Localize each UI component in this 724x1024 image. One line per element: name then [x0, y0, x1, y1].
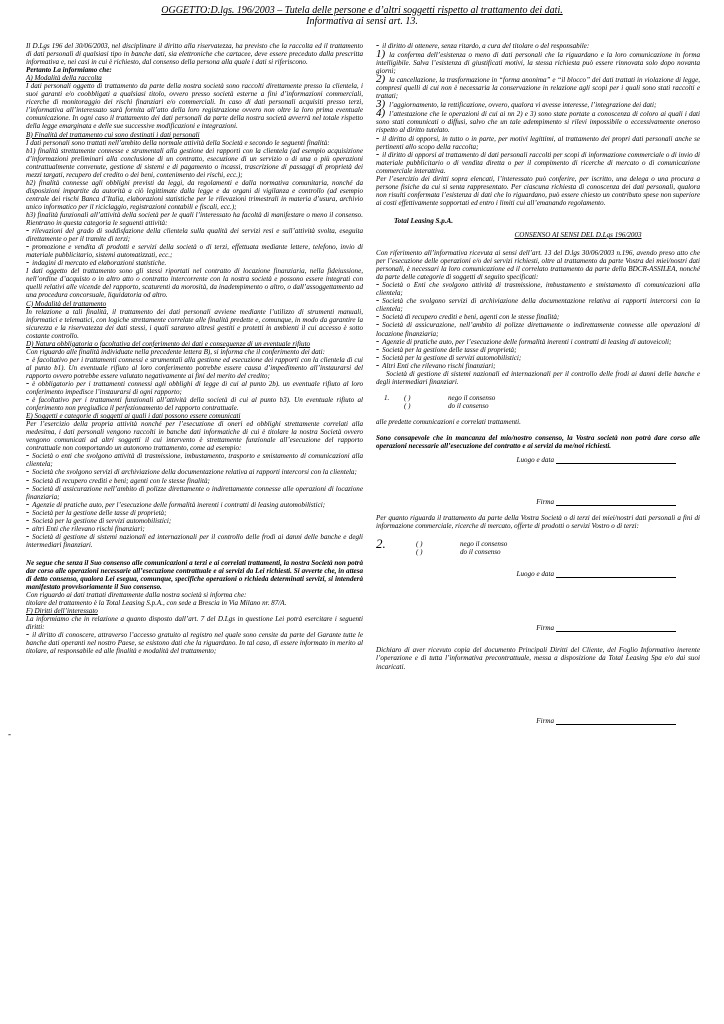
- list-item: - Società che svolgono servizi di archiviazione della documentazione relativa ai rapporti intercorsi con la clientela;: [376, 296, 700, 314]
- section-f-title: F) Diritti dell’interessato: [26, 607, 98, 616]
- list-item: - il diritto di ottenere, senza ritardo, a cura del titolare o del responsabile:: [376, 41, 590, 51]
- consent-title: CONSENSO AI SENSI DEL D.Lgs 196/2003: [514, 230, 642, 239]
- bold-consent: Sono consapevole che in mancanza del mio/nostro consenso, la Vostra società non potrà dare corso alle operazioni necessarie all’esecuzione del contratto e ai servizi da me/noi richiesti.: [376, 433, 700, 451]
- list-item: - rilevazioni del grado di soddisfazione della clientela sulla qualità dei servizi resi e sull’attività svolta, eseguita direttamente o per il tramite di terzi;: [26, 226, 363, 244]
- section-b-text: I dati personali sono trattati nell’ambito della normale attività della Società e secondo le seguenti finalità:: [26, 138, 330, 147]
- consent-option-2-nego[interactable]: 2. ( ) nego il consenso: [376, 536, 508, 552]
- list-item: - Agenzie di pratiche auto, per l’esecuzione delle formalità inerenti i contratti di leasing di autoveicoli;: [376, 336, 672, 347]
- section-a-title: A) Modalità della raccolta: [26, 74, 102, 83]
- section-d-text: Con riguardo alle finalità individuate nella precedente lettera B), si informa che il conferimento dei dati:: [26, 347, 325, 356]
- section-b3-after: I dati oggetto del trattamento sono gli stessi riportati nel contratto di locazione finanziaria, nella fideiussione, nell’ordine d’acquisto o in altro atto o contratto intercorrente con la nostra società e possono essere integrati con quelli relativi alle vicende del rapporto, scaturenti da morosità, da inadempimento o altro, o dall’assoggettamento ad una procedura concorsuale, liquidatoria od altro.: [26, 267, 363, 300]
- list-item: - Società di assicurazione, nell’ambito di polizze direttamente o indirettamente connesse alle operazioni di locazione finanziaria;: [376, 320, 700, 338]
- firma-field-1[interactable]: Firma: [376, 498, 700, 506]
- consent-after: alle predette comunicazioni e correlati trattamenti.: [376, 417, 521, 426]
- list-item: - Società per la gestione delle tasse di proprietà;: [26, 507, 167, 518]
- numbered-item: 2) la cancellazione, la trasformazione in “forma anonima” e “il blocco” dei dati trattati in violazione di legge, compresi quelli di cui non è necessaria la conservazione in relazione agli scopi per i quali sono stati raccolti e trattati;: [376, 73, 700, 101]
- consent-option-1-do[interactable]: ( ) do il consenso: [404, 401, 489, 410]
- firma-field-3[interactable]: Firma: [376, 717, 700, 725]
- numbered-item: 4) l’attestazione che le operazioni di cui ai nn 2) e 3) sono state portate a conoscenza di coloro ai quali i dati sono stati comunicati o diffusi, salvo che un tale adempimento si rilevi impossibile o eccessivamente oneroso rispetto al diritto tutelato.: [376, 107, 700, 135]
- marketing-paragraph: Per quanto riguarda il trattamento da parte della Vostra Società o di terzi dei miei/nostri dati personali a fini di informazione commerciale, ricerche di mercato, offerte di prodotti o servizi Vostro o di terzi:: [376, 514, 700, 531]
- list-item: - è facoltativo per i trattamenti funzionali all’attività della società di cui al punto b3). Un eventuale rifiuto al conferimento non pregiudica il perfezionamento del rapporto contrattuale.: [26, 395, 363, 413]
- list-item: - è facoltativo per i trattamenti connessi e strumentali alla gestione ed esecuzione dei rapporti con la clientela di cui al punto b1). Un eventuale rifiuto al loro conferimento potrebbe essere causa d’impedimento all’instaurarsi del rapporto ovvero potrebbe essere valutato negativamente ai fini del merito del credito;: [26, 354, 363, 380]
- list-item: - Società per la gestione di servizi automobilistici;: [26, 515, 172, 526]
- list-item: - il diritto di conoscere, attraverso l’accesso gratuito al registro nel quale sono censite da parte del Garante tutte le banche dati operanti nel nostro Paese, se esistono dati che la riguardano. In tal caso, di essere informato in merito al titolare, al responsabile ed alle finalità e modalità del trattamento;: [26, 630, 363, 656]
- list-item: - Altri Enti che rilevano rischi finanziari;: [376, 360, 496, 371]
- luogo-data-field-2[interactable]: Luogo e data: [376, 570, 700, 578]
- section-b3: b3) finalità funzionali all’attività della società per le quali l’interessato ha facoltà di manifestare o meno il consenso. Rientrano in questa categoria le seguenti attività:: [26, 210, 363, 228]
- document-subject: OGGETTO:D.lgs. 196/2003 – Tutela delle persone e d’altri soggetti rispetto al trattamento dei dati.: [161, 5, 563, 16]
- checkbox-do-1[interactable]: ( ): [404, 401, 411, 410]
- list-item: - Società o enti che svolgono attività di trasmissione, imbustamento, trasporto e smistamento di comunicazioni alla clientela;: [26, 451, 363, 469]
- list-item: - promozione e vendita di prodotti e servizi della società o di terzi, effettuata mediante lettere, telefono, invio di materiale pubblicitario, sistemi automatizzati, ecc.;: [26, 242, 363, 260]
- section-b1: b1) finalità strettamente connesse e strumentali alla gestione dei rapporti con la clientela (ad esempio acquisizione d’informazioni preliminari alla conclusione di un contratto, esecuzione di un servizio o di una o più operazioni contrattualmente convenute, gestione di sistemi e di pagamento o incassi, trascrizione di passaggi di proprietà dei mezzi targati, recupero del credito o dei beni, contenimento dei rischi, ecc.);: [26, 146, 363, 179]
- declaration-paragraph: Dichiaro di aver ricevuto copia del documento Principali Diritti del Cliente, del Foglio Informativo inerente l’operazione e di tutta l’informativa precontrattuale, messa a disposizione da Total Leasing Spa e/o dai suoi incaricati.: [376, 646, 700, 671]
- checkbox-do-2[interactable]: ( ): [416, 548, 423, 557]
- margin-mark: -: [8, 729, 11, 739]
- luogo-data-field-1[interactable]: Luogo e data: [376, 456, 700, 464]
- list-item: - Società che svolgono servizi di archiviazione della documentazione relativa ai rapporti intercorsi con la clientela;: [26, 467, 357, 478]
- intro-paragraph: Il D.Lgs 196 del 30/06/2003, nel disciplinare il diritto alla riservatezza, ha previsto che la raccolta ed il trattamento di dati personali di qualsiasi tipo in banche dati, sia elettroniche che cartacee, deve essere preceduto dalla prescritta informativa e, nei casi in cui è richiesto, dal consenso della persona alla quale i dati si riferiscono.: [26, 42, 363, 67]
- titolare-text: titolare del trattamento è la Total Leasing S.p.A., con sede a Brescia in Via Milano nr. 87/A.: [26, 599, 287, 608]
- list-item: - altri Enti che rilevano rischi finanziari;: [26, 523, 145, 534]
- left-column: [26, 42, 363, 656]
- numbered-item: 3) l’aggiornamento, la rettificazione, ovvero, qualora vi avesse interesse, l’integrazione dei dati;: [376, 98, 657, 111]
- list-item: - Società di recupero crediti e beni; agenti con le stesse finalità;: [26, 475, 210, 486]
- document-header: [0, 5, 724, 27]
- list-item: - Società o Enti che svolgono attività di trasmissione, imbustamento e smistamento di comunicazioni alla clientela;: [376, 280, 700, 298]
- consent-option-1-nego[interactable]: 1. ( ) nego il consenso: [384, 393, 496, 402]
- section-f-text: La informiamo che in relazione a quanto disposto dall’art. 7 del D.Lgs in questione Lei potrà esercitare i seguenti diritti:: [26, 615, 363, 632]
- list-item: - è obbligatorio per i trattamenti connessi agli obblighi di legge di cui al punto 2b). un eventuale rifiuto al loro conferimento impedisce l’instaurarsi di ogni rapporto;: [26, 378, 363, 397]
- inform-heading: Pertanto La informiamo che:: [26, 66, 112, 75]
- list-item: - Agenzie di pratiche auto, per l’esecuzione delle formalità inerenti i contratti di leasing automobilistici;: [26, 499, 326, 510]
- firma-field-2[interactable]: Firma: [376, 624, 700, 632]
- section-b-title: B) Finalità del trattamento cui sono destinati i dati personali: [26, 130, 200, 139]
- company-name: Total Leasing S.p.A.: [394, 216, 454, 225]
- document-subtitle: Informativa ai sensi art. 13.: [306, 16, 418, 27]
- bold-warning: Ne segue che senza il Suo consenso alle comunicazioni a terzi e ai correlati trattamenti, la nostra Società non potrà dar corso alle operazioni necessarie all’esecuzione contrattuale e ai servizi da Lei richiesti. Si avverte che, in attesa di detto consenso, qualora Lei esegua, comunque, specifiche operazioni o richieda determinati servizi, si intenderà manifestato provvisoriamente il Suo consenso.: [26, 558, 363, 592]
- right-column: [376, 42, 700, 725]
- section-c-text: In relazione a tali finalità, il trattamento dei dati personali avviene mediante l’utilizzo di strumenti manuali, informatici e telematici, con logiche strettamente correlate alle finalità predette e, comunque, in modo da garantire la sicurezza e la riservatezza dei dati stessi, i quali saranno altresì gestiti e protetti in ambienti il cui accesso è sotto costante controllo.: [26, 307, 363, 340]
- list-item: - indagini di mercato ed elaborazioni statistiche.: [26, 258, 167, 269]
- section-b2: b2) finalità connesse agli obblighi previsti da leggi, da regolamenti e dalla normativa comunitaria, nonché da disposizioni impartite da autorità a ciò legittimate dalla legge e da organi di vigilanza e controllo (ad esempio centrale dei rischi Banca d’Italia, elaborazioni statistiche per le rilevazioni trimestrali in materia d’usura, archivio unico informatico per il riciclaggio, registrazioni contabili e fiscali, ecc.);: [26, 178, 363, 211]
- list-item: - Società per la gestione delle tasse di proprietà;: [376, 344, 517, 355]
- list-item: - Società di assicurazione nell’ambito di polizze direttamente o indirettamente connesse alle operazioni di locazione finanziaria;: [26, 483, 363, 501]
- checkbox-nego-2[interactable]: ( ): [416, 540, 423, 549]
- section-e-title: E) Soggetti e categorie di soggetti ai quali i dati possono essere comunicati: [26, 412, 241, 421]
- section-e-text: Per l’esercizio della propria attività nonché per l’esecuzione di oneri ed obblighi strettamente correlati alla medesima, i dati personali vengono raccolti in banche dati informatiche di cui è titolare la nostra Società ovvero vengono comunicati ad altri soggetti il cui intervento è strettamente funzionale all’esecuzione del rapporto contrattuale non comportando un autonomo trattamento, come ad esempio:: [26, 420, 363, 453]
- delegation-paragraph: Per l’esercizio dei diritti sopra elencati, l’interessato può conferire, per iscritto, una delega o una procura a persone fisiche da cui si senta rappresentato. Per ciascuna richiesta di conoscenza dei dati personali, qualora non risulti confermata l’esistenza di dati che lo riguardano, può essere chiesto un contributo spese non superiore ai costi effettivamente sopportati ed entro i limiti cui all’emanando regolamento.: [376, 174, 700, 207]
- list-item: - il diritto di opporsi al trattamento di dati personali raccolti per scopi di informazione commerciale o di invio di materiale pubblicitario o di vendita diretta o per il compimento di ricerche di mercato o di comunicazione commerciale interattiva.: [376, 149, 700, 175]
- checkbox-nego-1[interactable]: ( ): [404, 393, 411, 402]
- consent-last-item: Società di gestione di sistemi nazionali ed internazionali per il controllo delle frodi ai danni delle banche e degli intermediari finanziari.: [376, 369, 700, 386]
- consent-option-2-do[interactable]: ( ) do il consenso: [416, 548, 501, 557]
- numbered-item: 1) la conferma dell’esistenza o meno di dati personali che la riguardano e la loro comunicazione in forma intelligibile. Salva l’esistenza di giustificati motivi, la stessa richiesta può essere rinnovata solo dopo novanta giorni;: [376, 48, 700, 76]
- list-item: - il diritto di opporsi, in tutto o in parte, per motivi legittimi, al trattamento dei propri dati personali anche se pertinenti allo scopo della raccolta;: [376, 133, 700, 151]
- section-c-title: C) Modalità del trattamento: [26, 299, 107, 308]
- section-a-text: I dati personali oggetto di trattamento da parte della nostra società sono raccolti direttamente presso la clientela, i suoi garanti e/o coobbligati a qualsiasi titolo, ovvero presso società esterne a fini d’informazioni commerciali, ricerche di monitoraggio dei rischi finanziari e/o commerciali. In caso di dati personali acquisiti presso terzi, l’informativa all’interessato sarà fornita all’atto della loro registrazione ovvero non oltre la loro prima eventuale comunicazione. In ogni caso il trattamento dei dati personali da parte della nostra società avverrà nel totale rispetto della legge emarginata e delle sue successive modificazioni e integrazioni.: [26, 82, 363, 131]
- list-item: - Società per la gestione di servizi automobilistici;: [376, 352, 522, 363]
- list-item: - Società di recupero crediti e beni, agenti con le stesse finalità;: [376, 312, 560, 323]
- consent-intro: Con riferimento all’informativa ricevuta ai sensi dell’art. 13 del D.lgs 30/06/2003 n.196, avendo preso atto che per l’esecuzione delle operazioni e/o dei servizi richiesti, oltre al trattamento da parte Vostra dei miei/nostri dati personali, è necessari la loro comunicazione ed il correlato trattamento da parte della BDCR-ASSILEA, nonché da parte delle categorie di soggetti di seguito specificati:: [376, 249, 700, 282]
- list-item: - Società di gestione di sistemi nazionali ed internazionali per il controllo delle frodi ai danni delle banche e degli intermediari finanziari.: [26, 531, 363, 549]
- section-d-title: D) Natura obbligatoria o facoltativa del conferimento dei dati e conseguenze di un eventuale rifiuto: [26, 339, 311, 348]
- regard-text: Con riguardo ai dati trattati direttamente dalla nostra società si informa che:: [26, 591, 247, 600]
